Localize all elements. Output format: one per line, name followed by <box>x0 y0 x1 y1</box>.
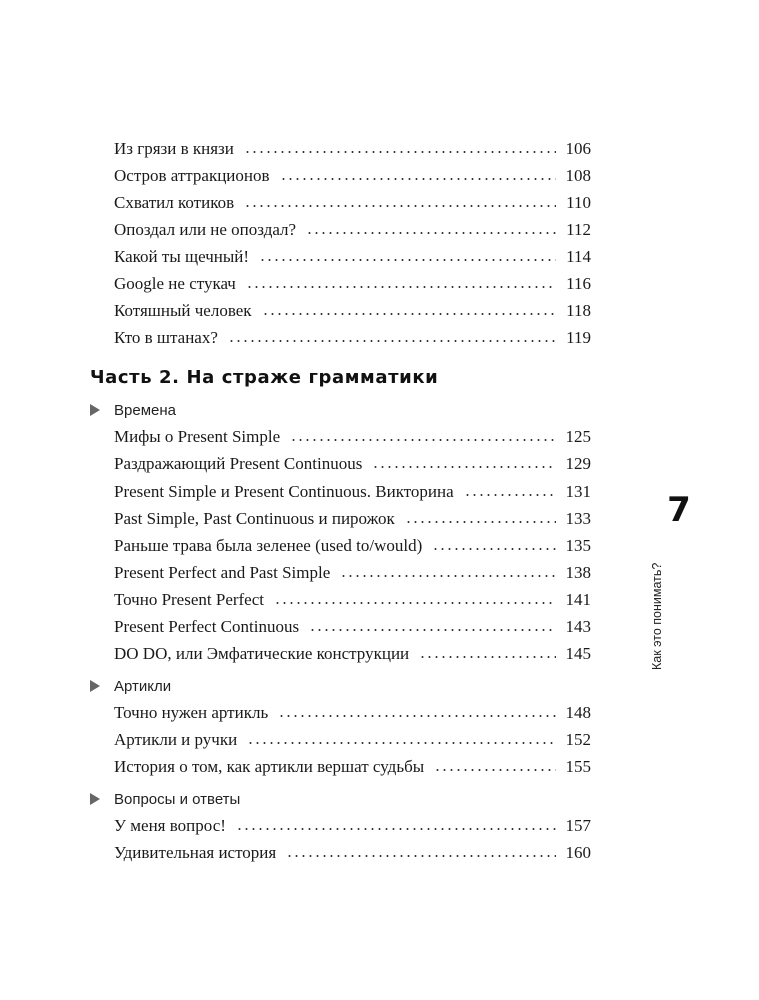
toc-entry-page: 119 <box>566 328 591 347</box>
toc-entry[interactable] <box>114 164 591 188</box>
toc-entry[interactable] <box>114 326 591 350</box>
toc-entry[interactable] <box>114 507 591 531</box>
toc-entry[interactable] <box>114 272 591 296</box>
toc-entry-page: 106 <box>565 139 591 158</box>
section-heading <box>90 675 171 697</box>
dot-leader <box>278 713 555 719</box>
section-heading <box>90 788 240 810</box>
toc-entry-title: Точно Present Perfect <box>114 590 264 609</box>
toc-entry[interactable] <box>114 299 591 323</box>
dot-leader <box>228 338 556 344</box>
toc-entry-page: 157 <box>565 816 591 835</box>
toc-entry-title: Артикли и ручки <box>114 730 238 749</box>
dot-leader <box>405 519 556 525</box>
toc-entry-title: Из грязи в князи <box>114 139 234 158</box>
toc-entry-title: У меня вопрос! <box>114 816 226 835</box>
dot-leader <box>262 311 557 317</box>
toc-entry-title: Мифы о Present Simple <box>114 427 281 446</box>
toc-entry-page: 125 <box>565 427 591 446</box>
toc-entry-page: 141 <box>565 590 591 609</box>
triangle-right-icon <box>90 793 100 805</box>
toc-entry-page: 116 <box>566 274 591 293</box>
toc-entry-title: Present Perfect and Past Simple <box>114 563 331 582</box>
toc-entry[interactable] <box>114 218 591 242</box>
toc-entry-title: Раньше трава была зеленее (used to/would) <box>114 536 423 555</box>
dot-leader <box>244 149 556 155</box>
dot-leader <box>236 826 556 832</box>
toc-entry-title: Google не стукач <box>114 274 236 293</box>
toc-entry[interactable] <box>114 755 591 779</box>
dot-leader <box>464 492 556 498</box>
toc-entry-title: История о том, как артикли вершат судьбы <box>114 757 425 776</box>
toc-entry[interactable] <box>114 137 591 161</box>
toc-entry-page: 131 <box>565 482 591 501</box>
page-number: 7 <box>667 490 691 530</box>
toc-entry-page: 112 <box>566 220 591 239</box>
part-heading: Часть 2. На страже грамматики <box>90 367 439 388</box>
triangle-right-icon <box>90 680 100 692</box>
toc-entry[interactable] <box>114 615 591 639</box>
toc-entry[interactable] <box>114 561 591 585</box>
dot-leader <box>419 654 555 660</box>
toc-entry-title: Past Simple, Past Continuous и пирожок <box>114 509 395 528</box>
dot-leader <box>434 767 555 773</box>
dot-leader <box>290 437 555 443</box>
toc-entry-title: Схватил котиков <box>114 193 235 212</box>
toc-entry-page: 133 <box>565 509 591 528</box>
toc-entry-title: Остров аттракционов <box>114 166 270 185</box>
dot-leader <box>372 464 555 470</box>
toc-entry[interactable] <box>114 425 591 449</box>
section-heading-label: Времена <box>114 401 176 419</box>
toc-entry[interactable] <box>114 814 591 838</box>
dot-leader <box>432 546 555 552</box>
dot-leader <box>340 573 555 579</box>
toc-entry-page: 148 <box>565 703 591 722</box>
toc-entry-title: Кто в штанах? <box>114 328 218 347</box>
toc-entry[interactable] <box>114 701 591 725</box>
section-heading-label: Артикли <box>114 677 172 695</box>
toc-entry[interactable] <box>114 452 591 476</box>
toc-entry-page: 155 <box>565 757 591 776</box>
section-heading <box>90 399 176 421</box>
toc-entry[interactable] <box>114 480 591 504</box>
toc-entry-title: DO DO, или Эмфатические конструкции <box>114 644 410 663</box>
toc-entry-page: 160 <box>565 843 591 862</box>
toc-entry[interactable] <box>114 588 591 612</box>
toc-entry-page: 138 <box>565 563 591 582</box>
dot-leader <box>259 257 556 263</box>
toc-entry[interactable] <box>114 534 591 558</box>
toc-entry-title: Котяшный человек <box>114 301 252 320</box>
triangle-right-icon <box>90 404 100 416</box>
toc-entry-page: 145 <box>565 644 591 663</box>
toc-entry[interactable] <box>114 642 591 666</box>
toc-entry-title: Удивительная история <box>114 843 277 862</box>
toc-entry-title: Раздражающий Present Continuous <box>114 454 363 473</box>
toc-entry-title: Точно нужен артикль <box>114 703 269 722</box>
toc-entry-page: 108 <box>565 166 591 185</box>
dot-leader <box>246 284 556 290</box>
toc-entry[interactable] <box>114 245 591 269</box>
toc-entry-title: Опоздал или не опоздал? <box>114 220 297 239</box>
toc-entry-page: 118 <box>566 301 591 320</box>
toc-entry-page: 135 <box>565 536 591 555</box>
toc-entry-page: 152 <box>565 730 591 749</box>
running-title: Как это понимать? <box>650 562 664 670</box>
dot-leader <box>309 627 555 633</box>
toc-entry-title: Какой ты щечный! <box>114 247 250 266</box>
toc-entry-title: Present Perfect Continuous <box>114 617 300 636</box>
toc-entry-page: 143 <box>565 617 591 636</box>
dot-leader <box>244 203 556 209</box>
dot-leader <box>280 176 556 182</box>
toc-entry[interactable] <box>114 841 591 865</box>
toc-entry[interactable] <box>114 191 591 215</box>
dot-leader <box>306 230 556 236</box>
dot-leader <box>286 853 555 859</box>
toc-entry-page: 114 <box>566 247 591 266</box>
toc-entry-page: 129 <box>565 454 591 473</box>
toc-entry-page: 110 <box>566 193 591 212</box>
dot-leader <box>247 740 555 746</box>
dot-leader <box>274 600 556 606</box>
section-heading-label: Вопросы и ответы <box>114 790 241 808</box>
toc-entry-title: Present Simple и Present Continuous. Викторина <box>114 482 454 501</box>
toc-entry[interactable] <box>114 728 591 752</box>
